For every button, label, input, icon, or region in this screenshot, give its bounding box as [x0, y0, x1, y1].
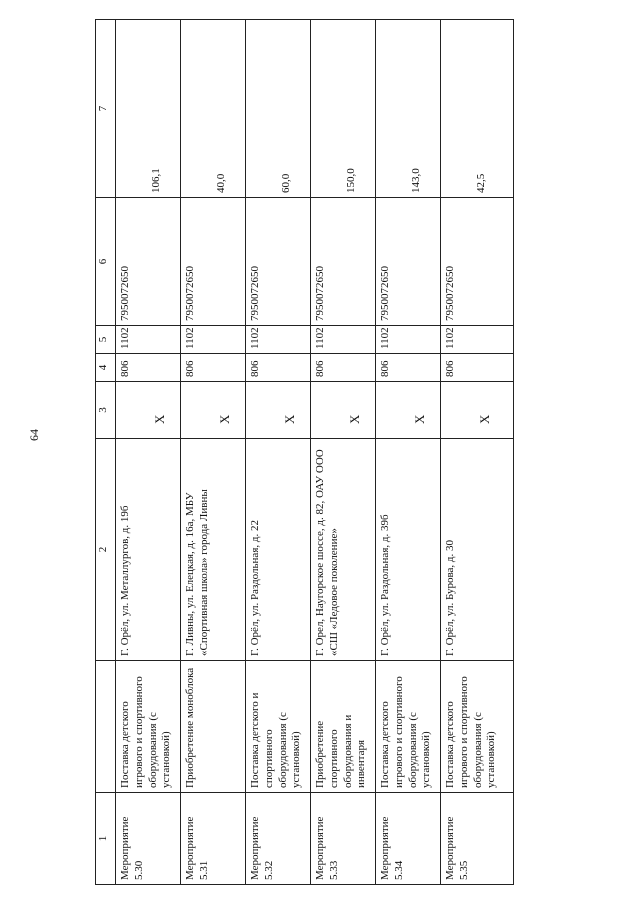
x-mark-cell: X	[246, 382, 311, 439]
x-mark-cell: X	[181, 382, 246, 439]
header-cell-7: 7	[96, 20, 116, 198]
header-cell-blank	[96, 661, 116, 793]
header-cell-3: 3	[96, 382, 116, 439]
measure-id-cell: Мероприятие 5.33	[311, 793, 376, 885]
code-806-cell: 806	[376, 354, 441, 382]
measure-name-cell: Поставка детского игрового и спортивного оборудования (с установкой)	[376, 661, 441, 793]
measure-name-cell: Поставка детского игрового и спортивного оборудования (с установкой)	[441, 661, 514, 793]
header-cell-1: 1	[96, 793, 116, 885]
measure-id-cell: Мероприятие 5.34	[376, 793, 441, 885]
header-cell-2: 2	[96, 439, 116, 661]
amount-cell: 150,0	[311, 20, 376, 198]
amount-cell: 106,1	[116, 20, 181, 198]
header-cell-5: 5	[96, 326, 116, 354]
measure-name-cell: Поставка детского игрового и спортивного оборудования (с установкой)	[116, 661, 181, 793]
amount-cell: 143,0	[376, 20, 441, 198]
amount-cell: 40,0	[181, 20, 246, 198]
measures-table	[95, 19, 514, 885]
code-1102-cell: 1102	[246, 326, 311, 354]
code-806-cell: 806	[116, 354, 181, 382]
code-1102-cell: 1102	[311, 326, 376, 354]
address-cell: Г. Орёл, ул. Бурова, д. 30	[441, 439, 514, 661]
address-cell: Г. Орёл, ул. Раздольная, д. 22	[246, 439, 311, 661]
measure-name-cell: Приобретение спортивного оборудования и инвентаря	[311, 661, 376, 793]
header-cell-4: 4	[96, 354, 116, 382]
amount-cell: 60,0	[246, 20, 311, 198]
address-cell: Г. Орёл, ул. Металлургов, д. 19б	[116, 439, 181, 661]
x-mark-cell: X	[311, 382, 376, 439]
measure-id-cell: Мероприятие 5.32	[246, 793, 311, 885]
table-row	[181, 20, 246, 885]
measure-id-cell: Мероприятие 5.31	[181, 793, 246, 885]
code-806-cell: 806	[181, 354, 246, 382]
x-mark-cell: X	[441, 382, 514, 439]
measure-name-cell: Приобретение моноблока	[181, 661, 246, 793]
x-mark-cell: X	[116, 382, 181, 439]
address-cell: Г. Орел, Наугорское шоссе, д. 82, ОАУ ООО «СШ «Ледовое поколение»	[311, 439, 376, 661]
page-number: 64	[27, 429, 41, 441]
target-article-cell: 7950072650	[311, 198, 376, 326]
table-row	[246, 20, 311, 885]
measure-id-cell: Мероприятие 5.35	[441, 793, 514, 885]
measure-id-cell: Мероприятие 5.30	[116, 793, 181, 885]
header-row	[96, 20, 116, 885]
code-806-cell: 806	[246, 354, 311, 382]
target-article-cell: 7950072650	[116, 198, 181, 326]
address-cell: Г. Орёл, ул. Раздольная, д. 39б	[376, 439, 441, 661]
target-article-cell: 7950072650	[376, 198, 441, 326]
target-article-cell: 7950072650	[246, 198, 311, 326]
table-row	[311, 20, 376, 885]
code-1102-cell: 1102	[116, 326, 181, 354]
measure-name-cell: Поставка детского и спортивного оборудования (с установкой)	[246, 661, 311, 793]
code-806-cell: 806	[441, 354, 514, 382]
table-row	[116, 20, 181, 885]
code-1102-cell: 1102	[376, 326, 441, 354]
code-806-cell: 806	[311, 354, 376, 382]
target-article-cell: 7950072650	[181, 198, 246, 326]
target-article-cell: 7950072650	[441, 198, 514, 326]
table-row	[441, 20, 514, 885]
address-cell: Г. Ливны, ул. Елецкая, д. 16а, МБУ «Спортивная школа» города Ливны	[181, 439, 246, 661]
header-cell-6: 6	[96, 198, 116, 326]
code-1102-cell: 1102	[441, 326, 514, 354]
amount-cell: 42,5	[441, 20, 514, 198]
rotated-table-container	[95, 20, 565, 885]
code-1102-cell: 1102	[181, 326, 246, 354]
x-mark-cell: X	[376, 382, 441, 439]
table-row	[376, 20, 441, 885]
